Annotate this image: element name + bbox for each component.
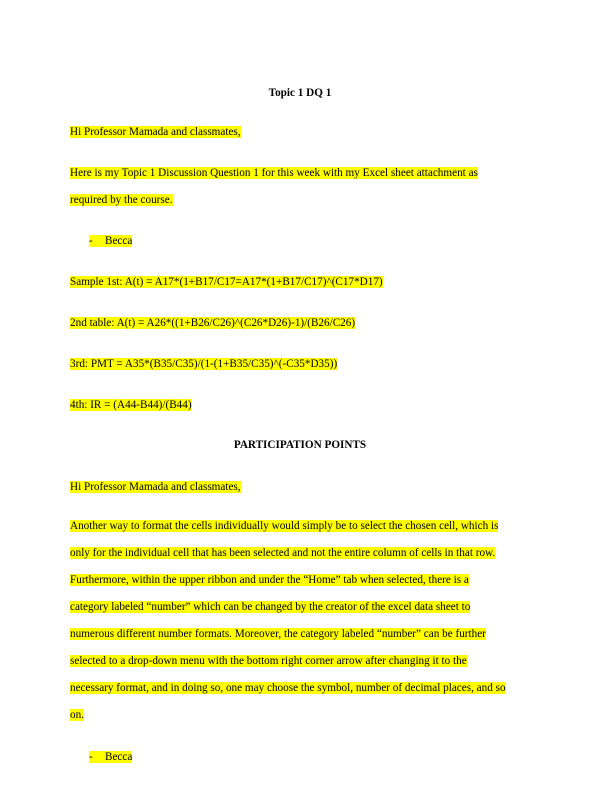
signature-2-name: Becca xyxy=(105,751,133,763)
formula-1-text: Sample 1st: A(t) = A17*(1+B17/C17=A17*(1+B17/C17)^(C17*D17) xyxy=(70,276,383,288)
intro-line-2-text: required by the course. xyxy=(70,194,173,206)
formula-4-text: 4th: IR = (A44-B44)/(B44) xyxy=(70,399,192,411)
body-line-5 xyxy=(70,627,486,641)
participation-heading-text: PARTICIPATION POINTS xyxy=(233,439,367,451)
body-line-6 xyxy=(70,654,467,668)
body-line-7-text: necessary format, and in doing so, one may choose the symbol, number of decimal places, and so xyxy=(70,682,506,694)
body-line-1-text: Another way to format the cells individually would simply be to select the chosen cell, which is xyxy=(70,520,499,532)
formula-3 xyxy=(70,357,337,371)
body-line-4 xyxy=(70,600,470,614)
document-title-text: Topic 1 DQ 1 xyxy=(268,87,332,99)
body-line-5-text: numerous different number formats. Moreover, the category labeled “number” can be further xyxy=(70,628,486,640)
formula-2-text: 2nd table: A(t) = A26*((1+B26/C26)^(C26*D26)-1)/(B26/C26) xyxy=(70,317,356,329)
signature-1-name: Becca xyxy=(105,235,133,247)
formula-4 xyxy=(70,398,192,412)
signature-1 xyxy=(89,234,132,248)
formula-2 xyxy=(70,316,355,330)
body-line-1 xyxy=(70,519,498,533)
signature-2-dash: - xyxy=(89,751,93,763)
body-line-7 xyxy=(70,681,506,695)
greeting-1 xyxy=(70,125,241,139)
intro-line-1-text: Here is my Topic 1 Discussion Question 1 for this week with my Excel sheet attachment as xyxy=(70,167,478,179)
formula-3-text: 3rd: PMT = A35*(B35/C35)/(1-(1+B35/C35)^(-C35*D35)) xyxy=(70,358,338,370)
body-line-4-text: category labeled “number” which can be changed by the creator of the excel data sheet to xyxy=(70,601,471,613)
formula-1 xyxy=(70,275,383,289)
body-line-6-text: selected to a drop-down menu with the bottom right corner arrow after changing it to the xyxy=(70,655,467,667)
body-line-2-text: only for the individual cell that has been selected and not the entire column of cells in that row. xyxy=(70,547,496,559)
greeting-2 xyxy=(70,480,241,494)
intro-line-2 xyxy=(70,193,173,207)
signature-1-dash: - xyxy=(89,235,93,247)
body-line-3-text: Furthermore, within the upper ribbon and under the “Home” tab when selected, there is a xyxy=(70,574,469,586)
greeting-2-text: Hi Professor Mamada and classmates, xyxy=(70,481,241,493)
body-line-3 xyxy=(70,573,469,587)
participation-heading xyxy=(0,438,600,452)
body-line-8 xyxy=(70,708,84,722)
body-line-8-text: on. xyxy=(70,709,84,721)
intro-line-1 xyxy=(70,166,478,180)
signature-2 xyxy=(89,750,132,764)
greeting-1-text: Hi Professor Mamada and classmates, xyxy=(70,126,241,138)
body-line-2 xyxy=(70,546,495,560)
document-title xyxy=(0,86,600,100)
